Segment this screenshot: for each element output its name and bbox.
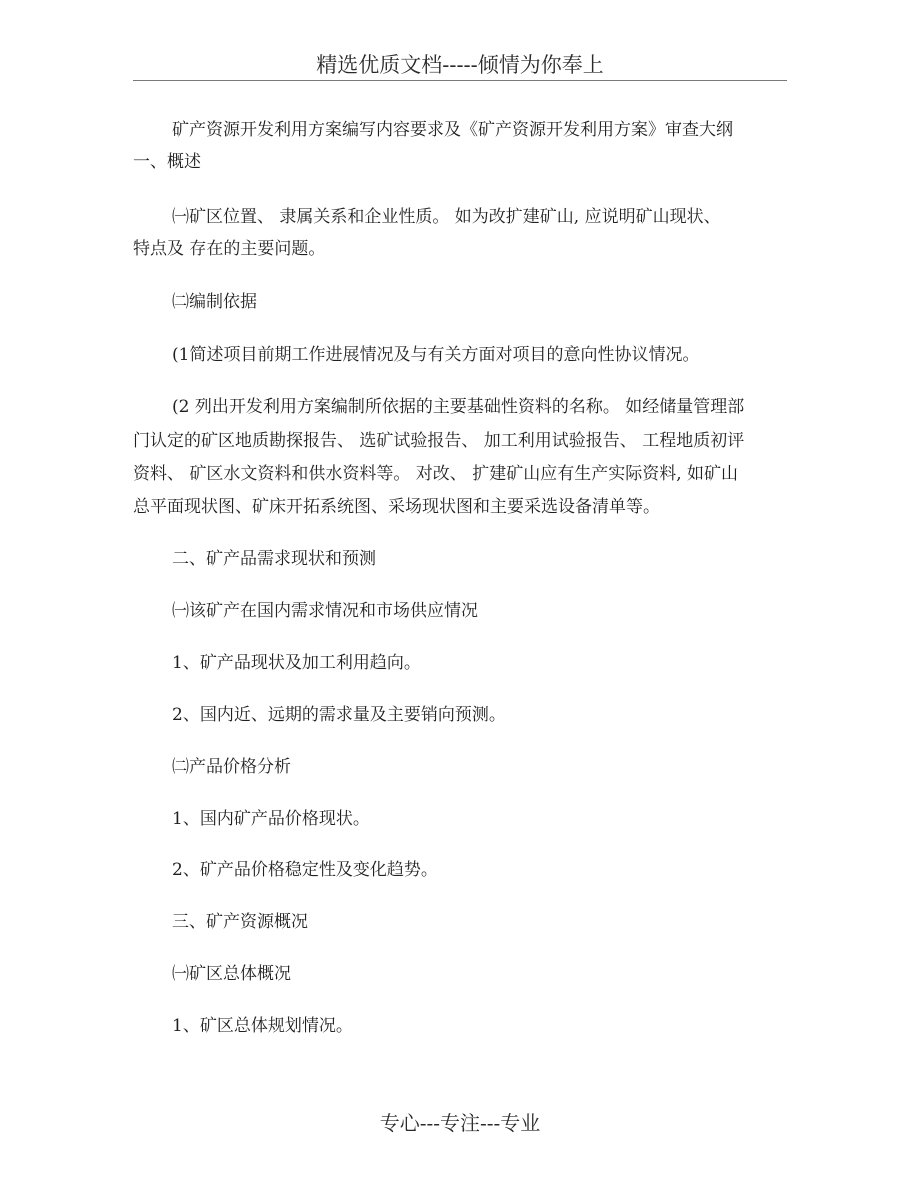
document-title: 矿产资源开发利用方案编写内容要求及《矿产资源开发利用方案》审查大纲 [172,120,733,140]
subheading-demand: ㈠该矿产在国内需求情况和市场供应情况 [172,601,478,621]
list-item-planning: 1、矿区总体规划情况。 [172,1016,353,1036]
paragraph-location-line-1: ㈠矿区位置、 隶属关系和企业性质。 如为改扩建矿山, 应说明矿山现状、 [172,207,721,227]
paragraph-materials-line-3: 资料、 矿区水文资料和供水资料等。 对改、 扩建矿山应有生产实际资料, 如矿山 [133,464,739,484]
page-footer: 专心---专注---专业 [379,1111,541,1135]
paragraph-materials-line-2: 门认定的矿区地质勘探报告、 选矿试验报告、 加工利用试验报告、 工程地质初评 [133,431,745,451]
section-2-heading: 二、矿产品需求现状和预测 [172,549,376,569]
list-item-price-status: 1、国内矿产品价格现状。 [172,809,370,829]
section-3-heading: 三、矿产资源概况 [172,912,308,932]
paragraph-materials-line-4: 总平面现状图、矿床开拓系统图、采场现状图和主要采选设备清单等。 [133,497,660,517]
paragraph-materials-line-1: (2 列出开发利用方案编制所依据的主要基础性资料的名称。 如经储量管理部 [172,397,745,417]
list-item-price-trend: 2、矿产品价格稳定性及变化趋势。 [172,860,438,880]
subheading-price-analysis: ㈡产品价格分析 [172,757,291,777]
header-divider [133,80,787,81]
list-item-demand-forecast: 2、国内近、远期的需求量及主要销向预测。 [172,705,506,725]
paragraph-location-line-2: 特点及 存在的主要问题。 [133,239,326,259]
subheading-basis: ㈡编制依据 [172,292,257,312]
list-item-current-status: 1、矿产品现状及加工利用趋向。 [172,653,421,673]
subheading-overview: ㈠矿区总体概况 [172,964,291,984]
page-header-title: 精选优质文档-----倾情为你奉上 [316,53,604,77]
section-1-heading: 一、概述 [133,152,201,172]
paragraph-progress: (1简述项目前期工作进展情况及与有关方面对项目的意向性协议情况。 [172,345,700,365]
